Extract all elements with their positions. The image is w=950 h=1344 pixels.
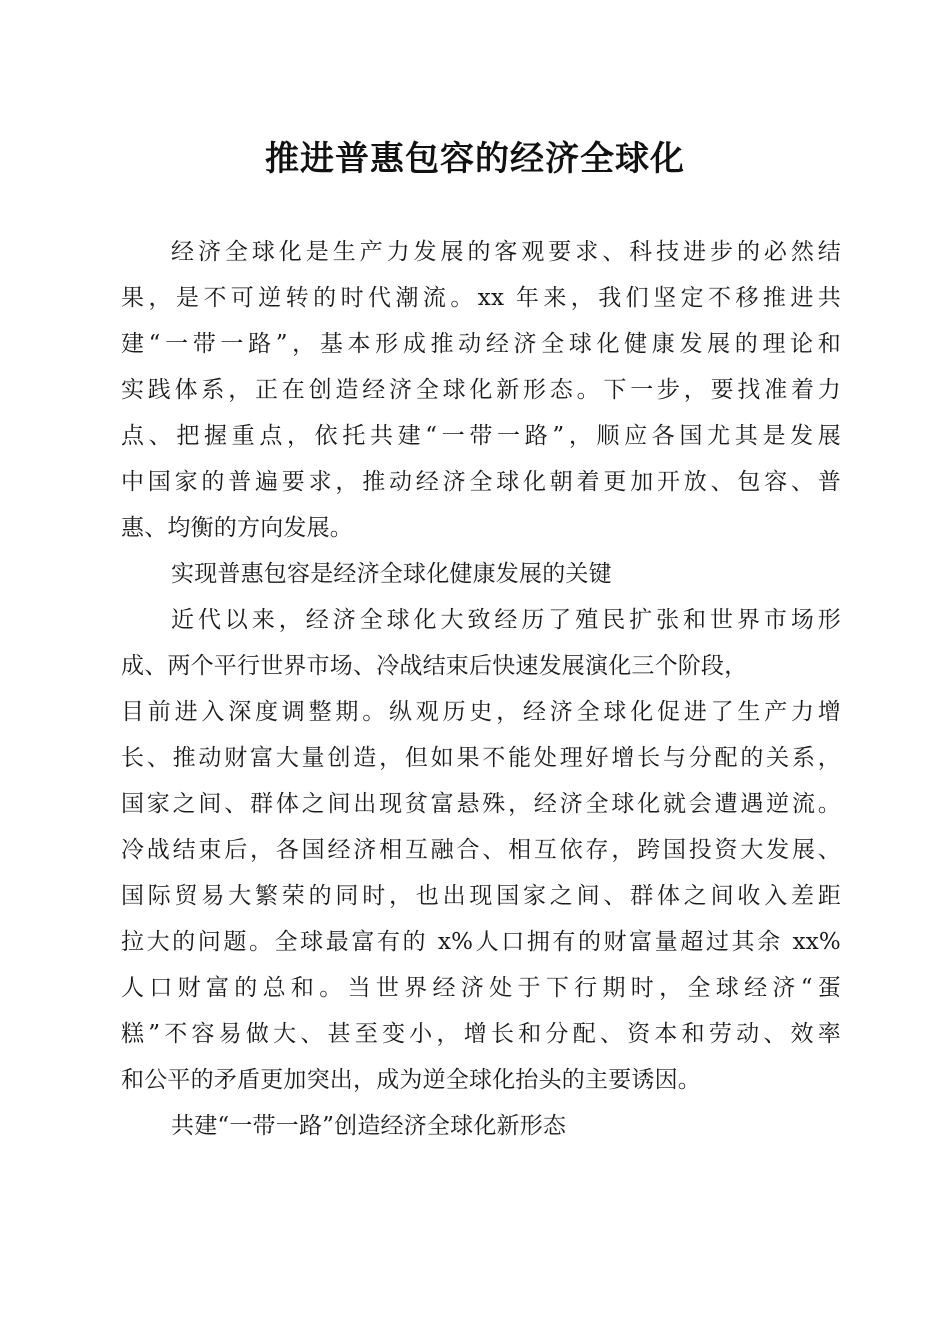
section-heading bbox=[121, 551, 841, 597]
paragraph-intro bbox=[121, 229, 841, 551]
text-line: 国际贸易大繁荣的同时，也出现国家之间、群体之间收入差距 bbox=[121, 883, 841, 909]
text-line: 国家之间、群体之间出现贫富悬殊，经济全球化就会遭遇逆流。 bbox=[121, 791, 841, 817]
document-body bbox=[121, 229, 841, 1149]
text-line: 近代以来，经济全球化大致经历了殖民扩张和世界市场形 bbox=[171, 607, 841, 633]
text-line: 惠、均衡的方向发展。 bbox=[121, 515, 353, 541]
text-line: 建“一带一路”，基本形成推动经济全球化健康发展的理论和 bbox=[121, 331, 841, 357]
text-line: 果，是不可逆转的时代潮流。xx 年来，我们坚定不移推进共 bbox=[121, 285, 841, 311]
text-line: 点、把握重点，依托共建“一带一路”，顺应各国尤其是发展 bbox=[121, 423, 841, 449]
text-line: 冷战结束后，各国经济相互融合、相互依存，跨国投资大发展、 bbox=[121, 837, 841, 863]
text-line: 经济全球化是生产力发展的客观要求、科技进步的必然结 bbox=[171, 239, 841, 265]
text-line: 和公平的矛盾更加突出，成为逆全球化抬头的主要诱因。 bbox=[121, 1067, 701, 1093]
section-heading-text: 共建“一带一路”创造经济全球化新形态 bbox=[171, 1113, 567, 1139]
text-line: 人口财富的总和。当世界经济处于下行期时，全球经济“蛋 bbox=[121, 975, 841, 1001]
text-line: 长、推动财富大量创造，但如果不能处理好增长与分配的关系， bbox=[121, 745, 841, 771]
section-heading bbox=[121, 1103, 841, 1149]
text-line: 目前进入深度调整期。纵观历史，经济全球化促进了生产力增 bbox=[121, 699, 841, 725]
text-line: 拉大的问题。全球最富有的 x%人口拥有的财富量超过其余 xx% bbox=[121, 929, 841, 955]
text-line: 成、两个平行世界市场、冷战结束后快速发展演化三个阶段， bbox=[121, 653, 748, 679]
text-line: 实践体系，正在创造经济全球化新形态。下一步，要找准着力 bbox=[121, 377, 841, 403]
paragraph-history bbox=[121, 597, 841, 1103]
section-heading-text: 实现普惠包容是经济全球化健康发展的关键 bbox=[171, 561, 612, 587]
document-title: 推进普惠包容的经济全球化 bbox=[265, 139, 685, 179]
text-line: 糕”不容易做大、甚至变小，增长和分配、资本和劳动、效率 bbox=[121, 1021, 841, 1047]
text-line: 中国家的普遍要求，推动经济全球化朝着更加开放、包容、普 bbox=[121, 469, 841, 495]
